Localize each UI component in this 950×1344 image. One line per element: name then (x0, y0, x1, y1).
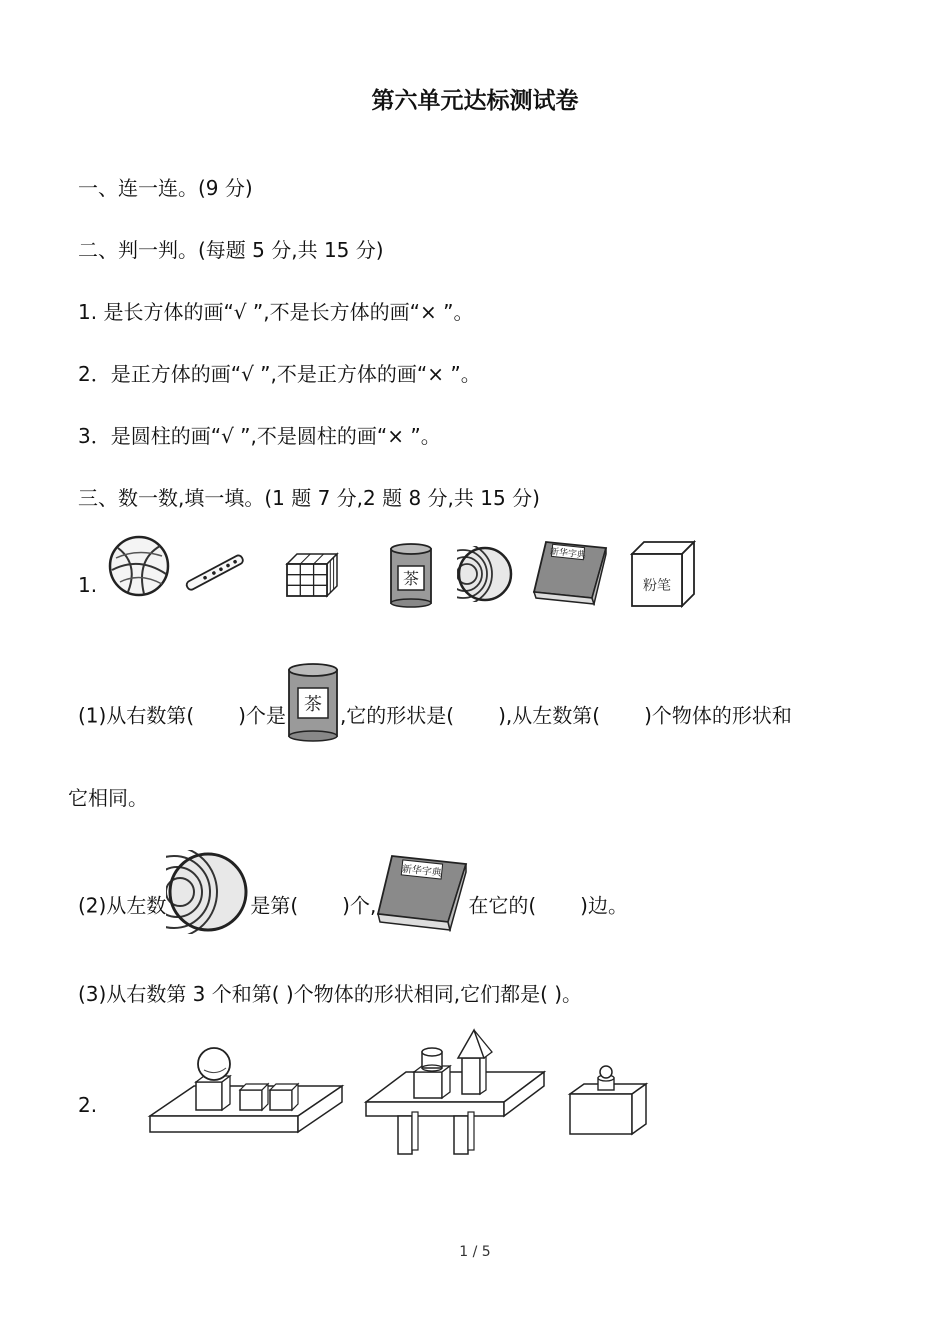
table-with-cylinder-and-prism-figure (362, 1026, 548, 1158)
question-1-part-1-continued: 它相同。 (68, 786, 148, 810)
volleyball-icon (108, 534, 170, 598)
q1-p2-text-c: )个, (342, 893, 377, 918)
dictionary-inline-label: 新华字典 (401, 863, 443, 880)
q1-p1-text-e: )个物体的形状和 (644, 703, 792, 728)
judge-item-3: 3．是圆柱的画“√ ”,不是圆柱的画“× ”。 (78, 424, 441, 448)
rubik-cube-icon (285, 552, 339, 598)
section-1-heading: 一、连一连。(9 分) (78, 176, 253, 200)
table-with-sphere-and-cubes-figure (146, 1044, 346, 1136)
section-3-heading: 三、数一数,填一填。(1 题 7 分,2 题 8 分,共 15 分) (78, 486, 540, 510)
dictionary-inline-icon (376, 863, 468, 932)
q1-p1-text-b: )个是 (238, 703, 286, 728)
page-title: 第六单元达标测试卷 (371, 88, 579, 114)
dictionary-label: 新华字典 (549, 547, 587, 561)
q1-p1-text-d: ),从左数第( (498, 703, 601, 728)
judge-item-1: 1. 是长方体的画“√ ”,不是长方体的画“× ”。 (78, 300, 474, 324)
section-2-heading: 二、判一判。(每题 5 分,共 15 分) (78, 238, 384, 262)
striped-ball-inline-icon (166, 880, 250, 934)
dictionary-book-icon (532, 540, 608, 606)
page-number: 1 / 5 (459, 1244, 491, 1260)
tea-can-icon (388, 542, 434, 608)
box-with-small-cylinder-figure (566, 1064, 650, 1138)
question-1-part-1 (78, 692, 792, 742)
question-1-part-2 (78, 863, 628, 934)
q1-p2-text-b: 是第( (250, 893, 299, 918)
question-1-number: 1. (78, 573, 98, 597)
chalk-box-icon (630, 540, 696, 608)
question-1-part-3: (3)从右数第 3 个和第( )个物体的形状相同,它们都是( )。 (78, 982, 583, 1006)
q1-p2-text-d: 在它的( (468, 893, 537, 918)
tea-can-inline-icon (286, 692, 340, 742)
striped-ball-icon (457, 546, 513, 602)
chalk-box-label: 粉笔 (643, 578, 671, 594)
q1-p2-text-e: )边。 (580, 893, 628, 918)
judge-item-2: 2．是正方体的画“√ ”,不是正方体的画“× ”。 (78, 362, 481, 386)
flute-icon (182, 552, 248, 594)
q1-p1-text-a: (1)从右数第( (78, 703, 195, 728)
tea-can-inline-label: 茶 (303, 694, 322, 715)
tea-can-label: 茶 (402, 569, 420, 588)
q1-p2-text-a: (2)从左数 (78, 893, 167, 918)
q1-p1-text-c: ,它的形状是( (339, 703, 455, 728)
question-2-number: 2. (78, 1093, 98, 1117)
